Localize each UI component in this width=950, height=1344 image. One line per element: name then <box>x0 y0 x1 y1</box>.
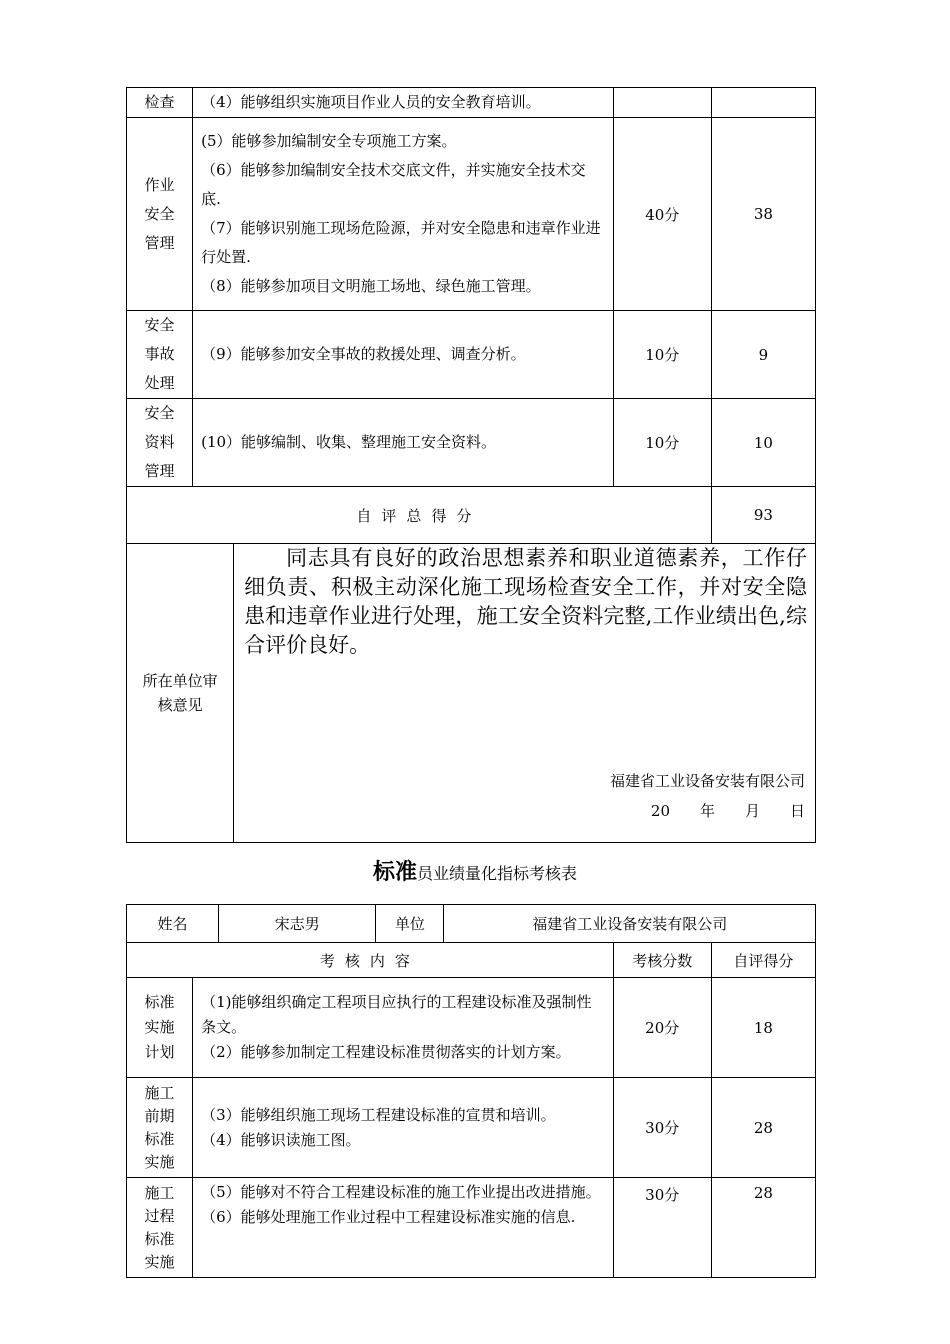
column-header-max-score: 考核分数 <box>613 943 711 978</box>
unit-value: 福建省工业设备安装有限公司 <box>444 905 816 943</box>
category-line: 实施 <box>144 1018 175 1036</box>
form-title <box>0 855 950 886</box>
category-line: 过程 <box>144 1206 175 1225</box>
category-line: 标准 <box>144 993 175 1011</box>
evaluation-table-1 <box>126 87 816 843</box>
evaluation-table-2 <box>126 904 816 1278</box>
date-signature: 20 年 月 日 <box>650 802 805 820</box>
opinion-label <box>127 544 234 843</box>
category-line: 管理 <box>144 233 175 252</box>
category-cell <box>127 978 193 1078</box>
item-cell <box>193 1178 614 1278</box>
self-score-cell: 9 <box>711 311 815 399</box>
total-row <box>127 487 816 544</box>
self-score-cell: 18 <box>711 978 815 1078</box>
list-item: (10）能够编制、收集、整理施工安全资料。 <box>201 433 497 451</box>
form-title-small: 员业绩量化指标考核表 <box>417 864 578 883</box>
category-cell <box>127 1078 193 1178</box>
list-item: （4）能够识读施工图。 <box>201 1130 361 1149</box>
name-value: 宋志男 <box>219 905 376 943</box>
list-item: （6）能够参加编制安全技术交底文件，并实施安全技术交底. <box>201 161 586 208</box>
category-cell <box>127 118 193 311</box>
table-row <box>127 399 816 487</box>
column-header-content: 考核内容 <box>127 943 614 978</box>
list-item: （8）能够参加项目文明施工场地、绿色施工管理。 <box>201 277 541 295</box>
self-score-cell: 10 <box>711 399 815 487</box>
column-header-row <box>127 943 816 978</box>
max-score-cell: 40分 <box>613 118 711 311</box>
table-row <box>127 1078 816 1178</box>
category-line: 事故 <box>144 345 175 363</box>
category-line: 作业 <box>144 175 175 194</box>
opinion-row <box>127 544 816 843</box>
column-header-self-score: 自评得分 <box>711 943 815 978</box>
unit-label: 单位 <box>376 905 444 943</box>
category-line: 安全 <box>144 204 175 223</box>
total-score: 93 <box>711 487 815 544</box>
category-line: 施工 <box>144 1183 175 1202</box>
category-line: 资料 <box>144 433 175 451</box>
category-cell <box>127 399 193 487</box>
max-score-cell: 30分 <box>613 1078 711 1178</box>
category-line: 安全 <box>144 316 175 334</box>
category-cell <box>127 1178 193 1278</box>
table-row-check <box>127 88 816 118</box>
category-line: 处理 <box>144 374 175 392</box>
category-line: 标准 <box>144 1229 175 1248</box>
category-cell: 检查 <box>127 88 193 118</box>
category-line: 计划 <box>144 1043 175 1061</box>
max-score-cell: 20分 <box>613 978 711 1078</box>
item-cell <box>193 978 614 1078</box>
list-item: （1)能够组织确定工程项目应执行的工程建设标准及强制性条文。 <box>201 993 592 1036</box>
opinion-label-line: 所在单位审 <box>142 672 218 690</box>
opinion-label-line: 核意见 <box>157 696 203 714</box>
table-row <box>127 311 816 399</box>
list-item: （5）能够对不符合工程建设标准的施工作业提出改进措施。 <box>201 1183 601 1201</box>
category-line: 前期 <box>144 1106 175 1125</box>
max-score-cell: 30分 <box>613 1178 711 1278</box>
max-score-cell: 10分 <box>613 399 711 487</box>
company-signature: 福建省工业设备安装有限公司 <box>609 772 805 790</box>
form-title-big: 标准 <box>372 860 417 885</box>
item-cell: （4）能够组织实施项目作业人员的安全教育培训。 <box>193 88 614 118</box>
category-line: 实施 <box>144 1152 175 1171</box>
table-row <box>127 118 816 311</box>
list-item: （6）能够处理施工作业过程中工程建设标准实施的信息. <box>201 1208 576 1226</box>
category-line: 安全 <box>144 404 175 422</box>
category-line: 标准 <box>144 1129 175 1148</box>
header-row <box>127 905 816 943</box>
total-label: 自评总得分 <box>127 487 712 544</box>
opinion-text: 同志具有良好的政治思想素养和职业道德素养，工作仔细负责、积极主动深化施工现场检查安全工作，并对安全隐患和违章作业进行处理，施工安全资料完整,工作业绩出色,综合评价良好。 <box>244 546 807 657</box>
list-item: （7）能够识别施工现场危险源，并对安全隐患和违章作业进行处置. <box>201 219 601 266</box>
max-score-cell: 10分 <box>613 311 711 399</box>
opinion-cell <box>234 544 816 843</box>
item-cell <box>193 399 614 487</box>
item-cell <box>193 118 614 311</box>
item-cell <box>193 1078 614 1178</box>
list-item: （3）能够组织施工现场工程建设标准的宣贯和培训。 <box>201 1105 556 1124</box>
self-score-cell: 28 <box>711 1178 815 1278</box>
item-cell <box>193 311 614 399</box>
self-score-cell <box>711 88 815 118</box>
list-item: （9）能够参加安全事故的救援处理、调查分析。 <box>201 345 526 363</box>
category-line: 实施 <box>144 1252 175 1271</box>
category-line: 施工 <box>144 1083 175 1102</box>
max-score-cell <box>613 88 711 118</box>
table-row <box>127 1178 816 1278</box>
list-item: （2）能够参加制定工程建设标准贯彻落实的计划方案。 <box>201 1043 571 1061</box>
category-cell <box>127 311 193 399</box>
table-row <box>127 978 816 1078</box>
list-item: (5）能够参加编制安全专项施工方案。 <box>201 132 457 150</box>
category-line: 管理 <box>144 462 175 480</box>
name-label: 姓名 <box>127 905 219 943</box>
self-score-cell: 38 <box>711 118 815 311</box>
self-score-cell: 28 <box>711 1078 815 1178</box>
